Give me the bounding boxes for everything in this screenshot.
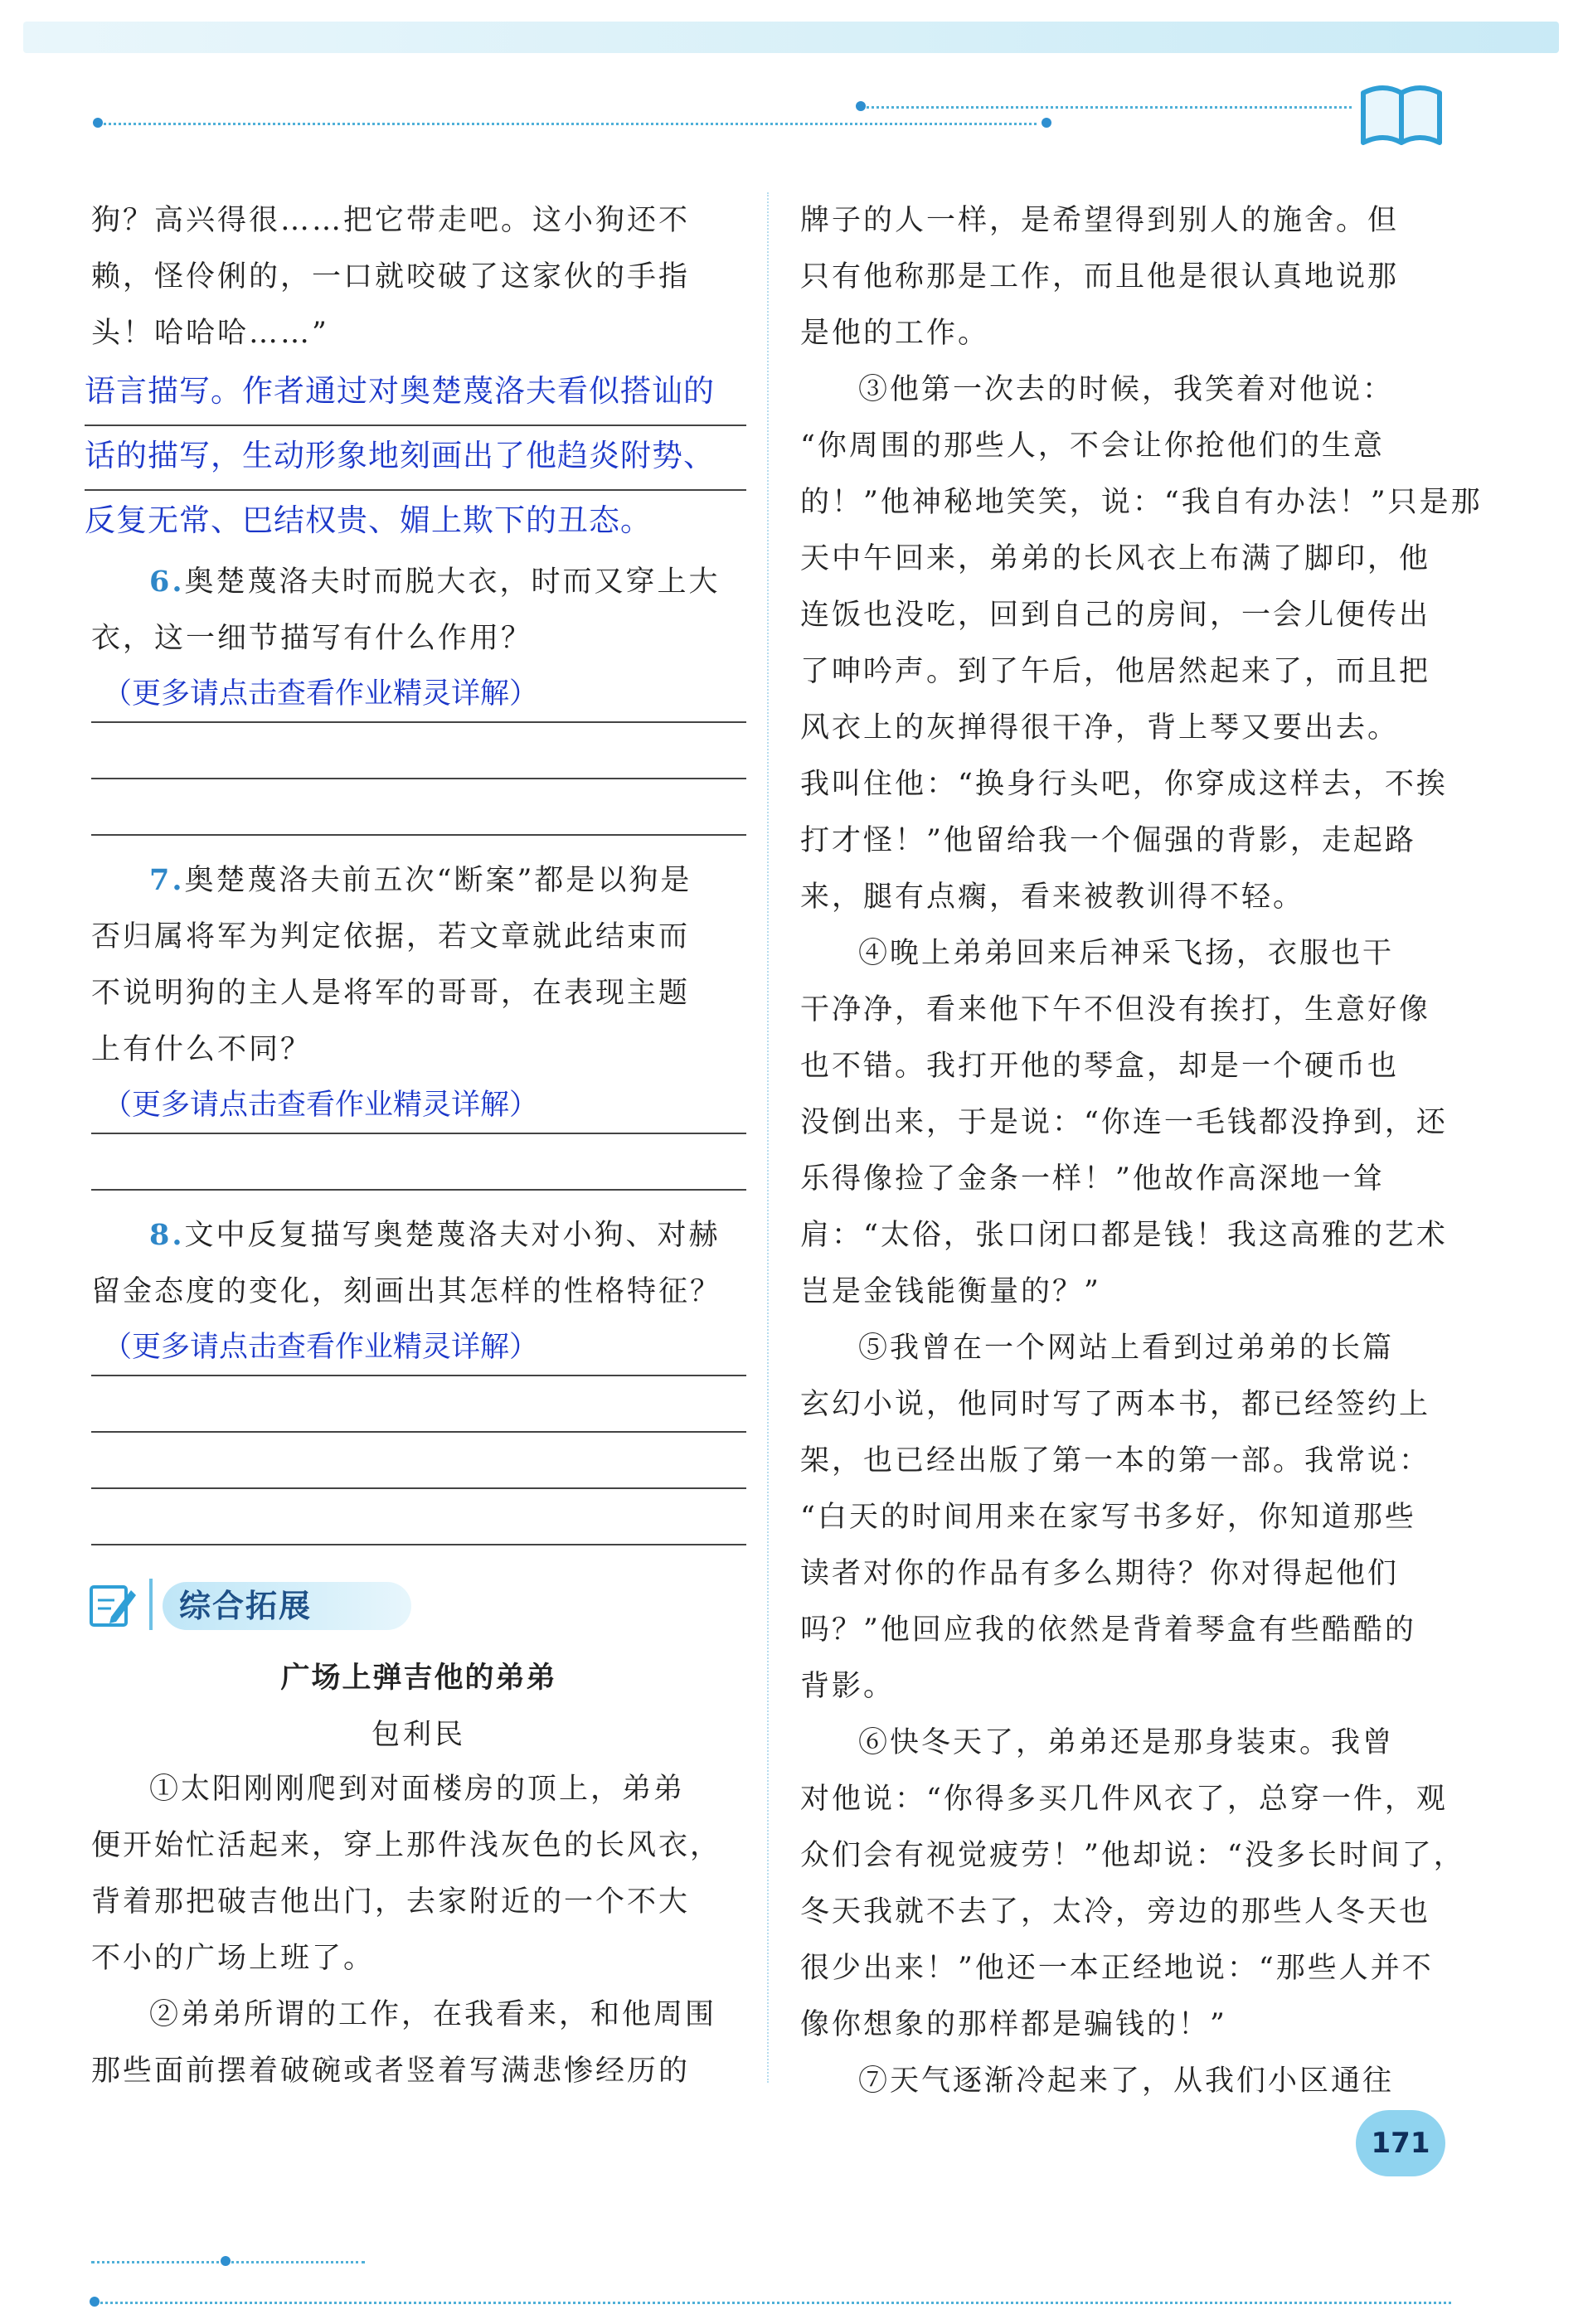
- text-line: 来，腿有点瘸，看来被教训得不轻。: [800, 881, 1305, 914]
- column-divider: [767, 192, 769, 2083]
- answer-blank-line[interactable]: [91, 1489, 746, 1545]
- question-7: [91, 852, 746, 909]
- question-text: 上有什么不同？: [91, 1033, 313, 1066]
- header-band: [23, 22, 1559, 53]
- text-line: “白天的时间用来在家写书多好，你知道那些: [800, 1501, 1416, 1534]
- text-line: 是他的工作。: [800, 317, 990, 350]
- text-line: 头！哈哈哈……”: [91, 317, 329, 350]
- text-line: ②弟弟所谓的工作，在我看来，和他周围: [149, 1998, 717, 2031]
- text-line: 吗？”他回应我的依然是背着琴盒有些酷酷的: [800, 1613, 1416, 1647]
- text-line: 风衣上的灰掸得很干净，背上琴又要出去。: [800, 711, 1400, 745]
- text-line: 冬天我就不去了，太冷，旁边的那些人冬天也: [800, 1895, 1431, 1929]
- more-details-link[interactable]: （更多请点击查看作业精灵详解）: [91, 1320, 746, 1376]
- text-line: 天中午回来，弟弟的长风衣上布满了脚印，他: [800, 542, 1431, 575]
- text-line: 众们会有视觉疲劳！”他却说：“没多长时间了，: [800, 1839, 1465, 1872]
- answer-blank-line[interactable]: [91, 723, 746, 779]
- answer-line: 语言描写。作者通过对奥楚蔑洛夫看似搭讪的: [85, 361, 746, 426]
- right-column: [800, 192, 1483, 2109]
- text-line: 干净净，看来他下午不但没有挨打，生意好像: [800, 993, 1431, 1026]
- text-line: ⑥快冬天了，弟弟还是那身装束。我曾: [858, 1726, 1395, 1759]
- pencil-note-icon: [88, 1579, 139, 1630]
- left-column: [85, 192, 746, 2099]
- story-author: 包利民: [371, 1718, 466, 1751]
- text-line: 了呻吟声。到了午后，他居然起来了，而且把: [800, 655, 1431, 688]
- question-text: 奥楚蔑洛夫时而脱大衣，时而又穿上大: [184, 565, 721, 599]
- footer-dotted-line: [91, 2302, 1451, 2304]
- question-text: 奥楚蔑洛夫前五次“断案”都是以狗是: [184, 864, 692, 897]
- section-header-divider: [149, 1579, 153, 1630]
- section-label: 综合拓展: [179, 1588, 313, 1624]
- text-line: 肩：“太俗，张口闭口都是钱！我这高雅的艺术: [800, 1219, 1448, 1252]
- text-line: 很少出来！”他还一本正经地说：“那些人并不: [800, 1952, 1434, 1985]
- text-line: ③他第一次去的时候，我笑着对他说：: [858, 373, 1395, 406]
- question-6: [91, 554, 746, 610]
- more-details-link[interactable]: （更多请点击查看作业精灵详解）: [91, 1078, 746, 1134]
- text-line: 没倒出来，于是说：“你连一毛钱都没挣到，还: [800, 1106, 1448, 1139]
- question-text: 文中反复描写奥楚蔑洛夫对小狗、对赫: [184, 1219, 721, 1252]
- header-dotted-line-right: [862, 106, 1352, 109]
- text-line: 背着那把破吉他出门，去家附近的一个不大: [91, 1885, 691, 1919]
- text-line: 岂是金钱能衡量的？”: [800, 1275, 1101, 1308]
- text-line: 的！”他神秘地笑笑，说：“我自有办法！”只是那: [800, 486, 1483, 519]
- more-details-link[interactable]: （更多请点击查看作业精灵详解）: [91, 667, 746, 723]
- question-text: 不说明狗的主人是将军的哥哥，在表现主题: [91, 977, 691, 1010]
- text-line: 狗？高兴得很……把它带走吧。这小狗还不: [91, 204, 691, 237]
- question-text: 留金态度的变化，刻画出其怎样的性格特征？: [91, 1275, 722, 1308]
- text-line: 乐得像捡了金条一样！”他故作高深地一耸: [800, 1162, 1385, 1196]
- question-8: [91, 1207, 746, 1264]
- text-line: ①太阳刚刚爬到对面楼房的顶上，弟弟: [149, 1773, 686, 1806]
- text-line: ⑤我曾在一个网站上看到过弟弟的长篇: [858, 1332, 1395, 1365]
- text-line: 读者对你的作品有多么期待？你对得起他们: [800, 1557, 1400, 1590]
- header-dot: [1042, 118, 1051, 128]
- text-line: 对他说：“你得多买几件风衣了，总穿一件，观: [800, 1783, 1448, 1816]
- text-line: 也不错。我打开他的琴盒，却是一个硬币也: [800, 1050, 1400, 1083]
- text-line: 玄幻小说，他同时写了两本书，都已经签约上: [800, 1388, 1431, 1421]
- header-dot: [856, 101, 866, 111]
- text-line: 便开始忙活起来，穿上那件浅灰色的长风衣，: [91, 1829, 722, 1862]
- text-line: “你周围的那些人，不会让你抢他们的生意: [800, 429, 1385, 463]
- answer-blank-line[interactable]: [91, 1134, 746, 1191]
- answer-blank-line[interactable]: [91, 1376, 746, 1433]
- text-line: ④晚上弟弟回来后神采飞扬，衣服也干: [858, 937, 1395, 970]
- footer-dot: [221, 2256, 231, 2266]
- text-line: ⑦天气逐渐冷起来了，从我们小区通往: [858, 2064, 1395, 2098]
- text-line: 那些面前摆着破碗或者竖着写满悲惨经历的: [91, 2055, 691, 2088]
- question-number: 6.: [149, 565, 185, 599]
- page-number-badge: [1356, 2110, 1445, 2176]
- text-line: 像你想象的那样都是骗钱的！”: [800, 2008, 1227, 2041]
- question-number: 8.: [149, 1218, 185, 1252]
- question-number: 7.: [149, 863, 185, 897]
- question-text: 衣，这一细节描写有什么作用？: [91, 622, 533, 655]
- header-dot: [93, 118, 103, 128]
- open-book-icon: [1360, 81, 1443, 146]
- footer-dot: [90, 2297, 100, 2307]
- text-line: 连饭也没吃，回到自己的房间，一会儿便传出: [800, 599, 1431, 632]
- question-text: 否归属将军为判定依据，若文章就此结束而: [91, 920, 691, 953]
- page-number: 171: [1371, 2127, 1430, 2160]
- answer-blank-line[interactable]: [91, 1433, 746, 1489]
- text-line: 架，也已经出版了第一本的第一部。我常说：: [800, 1444, 1431, 1477]
- answer-line: 反复无常、巴结权贵、媚上欺下的丑态。: [85, 502, 652, 538]
- header-dotted-line-left: [100, 123, 1037, 125]
- text-line: 牌子的人一样，是希望得到别人的施舍。但: [800, 204, 1400, 237]
- text-line: 我叫住他：“换身行头吧，你穿成这样去，不挨: [800, 768, 1448, 801]
- text-line: 赖，怪伶俐的，一口就咬破了这家伙的手指: [91, 260, 691, 294]
- text-line: 打才怪！”他留给我一个倔强的背影，走起路: [800, 824, 1416, 857]
- section-header-bar: [163, 1582, 411, 1630]
- answer-line: 话的描写，生动形象地刻画出了他趋炎附势、: [85, 426, 746, 491]
- section-header: [88, 1575, 746, 1642]
- answer-blank-line[interactable]: [91, 779, 746, 836]
- text-line: 不小的广场上班了。: [91, 1942, 376, 1975]
- text-line: 只有他称那是工作，而且他是很认真地说那: [800, 260, 1400, 294]
- story-title: 广场上弹吉他的弟弟: [280, 1662, 557, 1695]
- text-line: 背影。: [800, 1670, 896, 1703]
